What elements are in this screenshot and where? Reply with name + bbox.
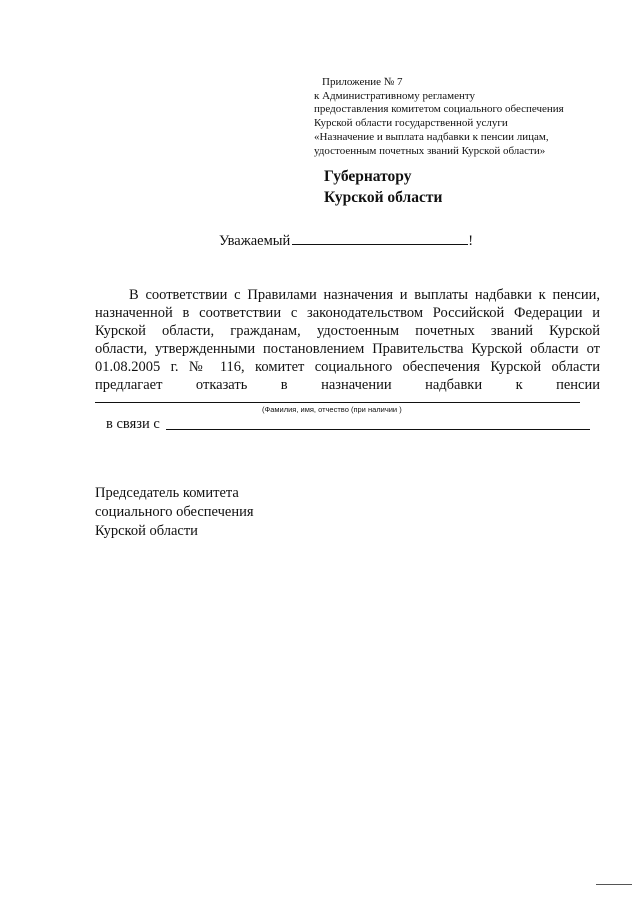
addressee-region: Курской области (324, 189, 443, 206)
appendix-line: удостоенным почетных званий Курской области» (314, 144, 546, 157)
appendix-line: Приложение № 7 (322, 76, 403, 88)
footer-divider (596, 884, 632, 885)
signature-line: социального обеспечения (95, 504, 254, 520)
addressee-title: Губернатору (324, 168, 412, 185)
body-paragraph (95, 286, 600, 394)
salutation (219, 232, 473, 250)
addressee-block (324, 166, 442, 208)
fio-caption: (Фамилия, имя, отчество (при наличии ) (262, 405, 402, 414)
signature-line: Курской области (95, 523, 198, 539)
body-line: Курской области, гражданам, удостоенным почетных званий Курской (95, 323, 600, 339)
body-line: 01.08.2005 г. № 116, комитет социального обеспечения Курской области (95, 359, 600, 375)
fio-blank-line[interactable] (95, 402, 580, 403)
appendix-line: предоставления комитетом социального обеспечения (314, 103, 564, 116)
salutation-prefix: Уважаемый (219, 233, 291, 249)
body-line: назначенной в соответствии с законодательством Российской Федерации и (95, 305, 600, 321)
body-line: предлагает отказать в назначении надбавки к пенсии (95, 377, 600, 393)
signature-block (95, 484, 254, 541)
appendix-line: «Назначение и выплата надбавки к пенсии лицам, (314, 130, 549, 143)
reason-label: в связи с (106, 416, 160, 432)
appendix-line: к Административному регламенту (314, 89, 476, 102)
body-line: В соответствии с Правилами назначения и выплаты надбавки к пенсии, (129, 287, 600, 303)
appendix-line: Курской области государственной услуги (314, 117, 508, 130)
salutation-suffix: ! (468, 233, 474, 249)
appendix-header (314, 76, 614, 158)
body-line: области, утвержденными постановлением Правительства Курской области от (95, 341, 600, 357)
reason-blank-line[interactable] (166, 429, 590, 430)
signature-line: Председатель комитета (95, 485, 239, 501)
salutation-name-blank[interactable] (292, 232, 468, 245)
